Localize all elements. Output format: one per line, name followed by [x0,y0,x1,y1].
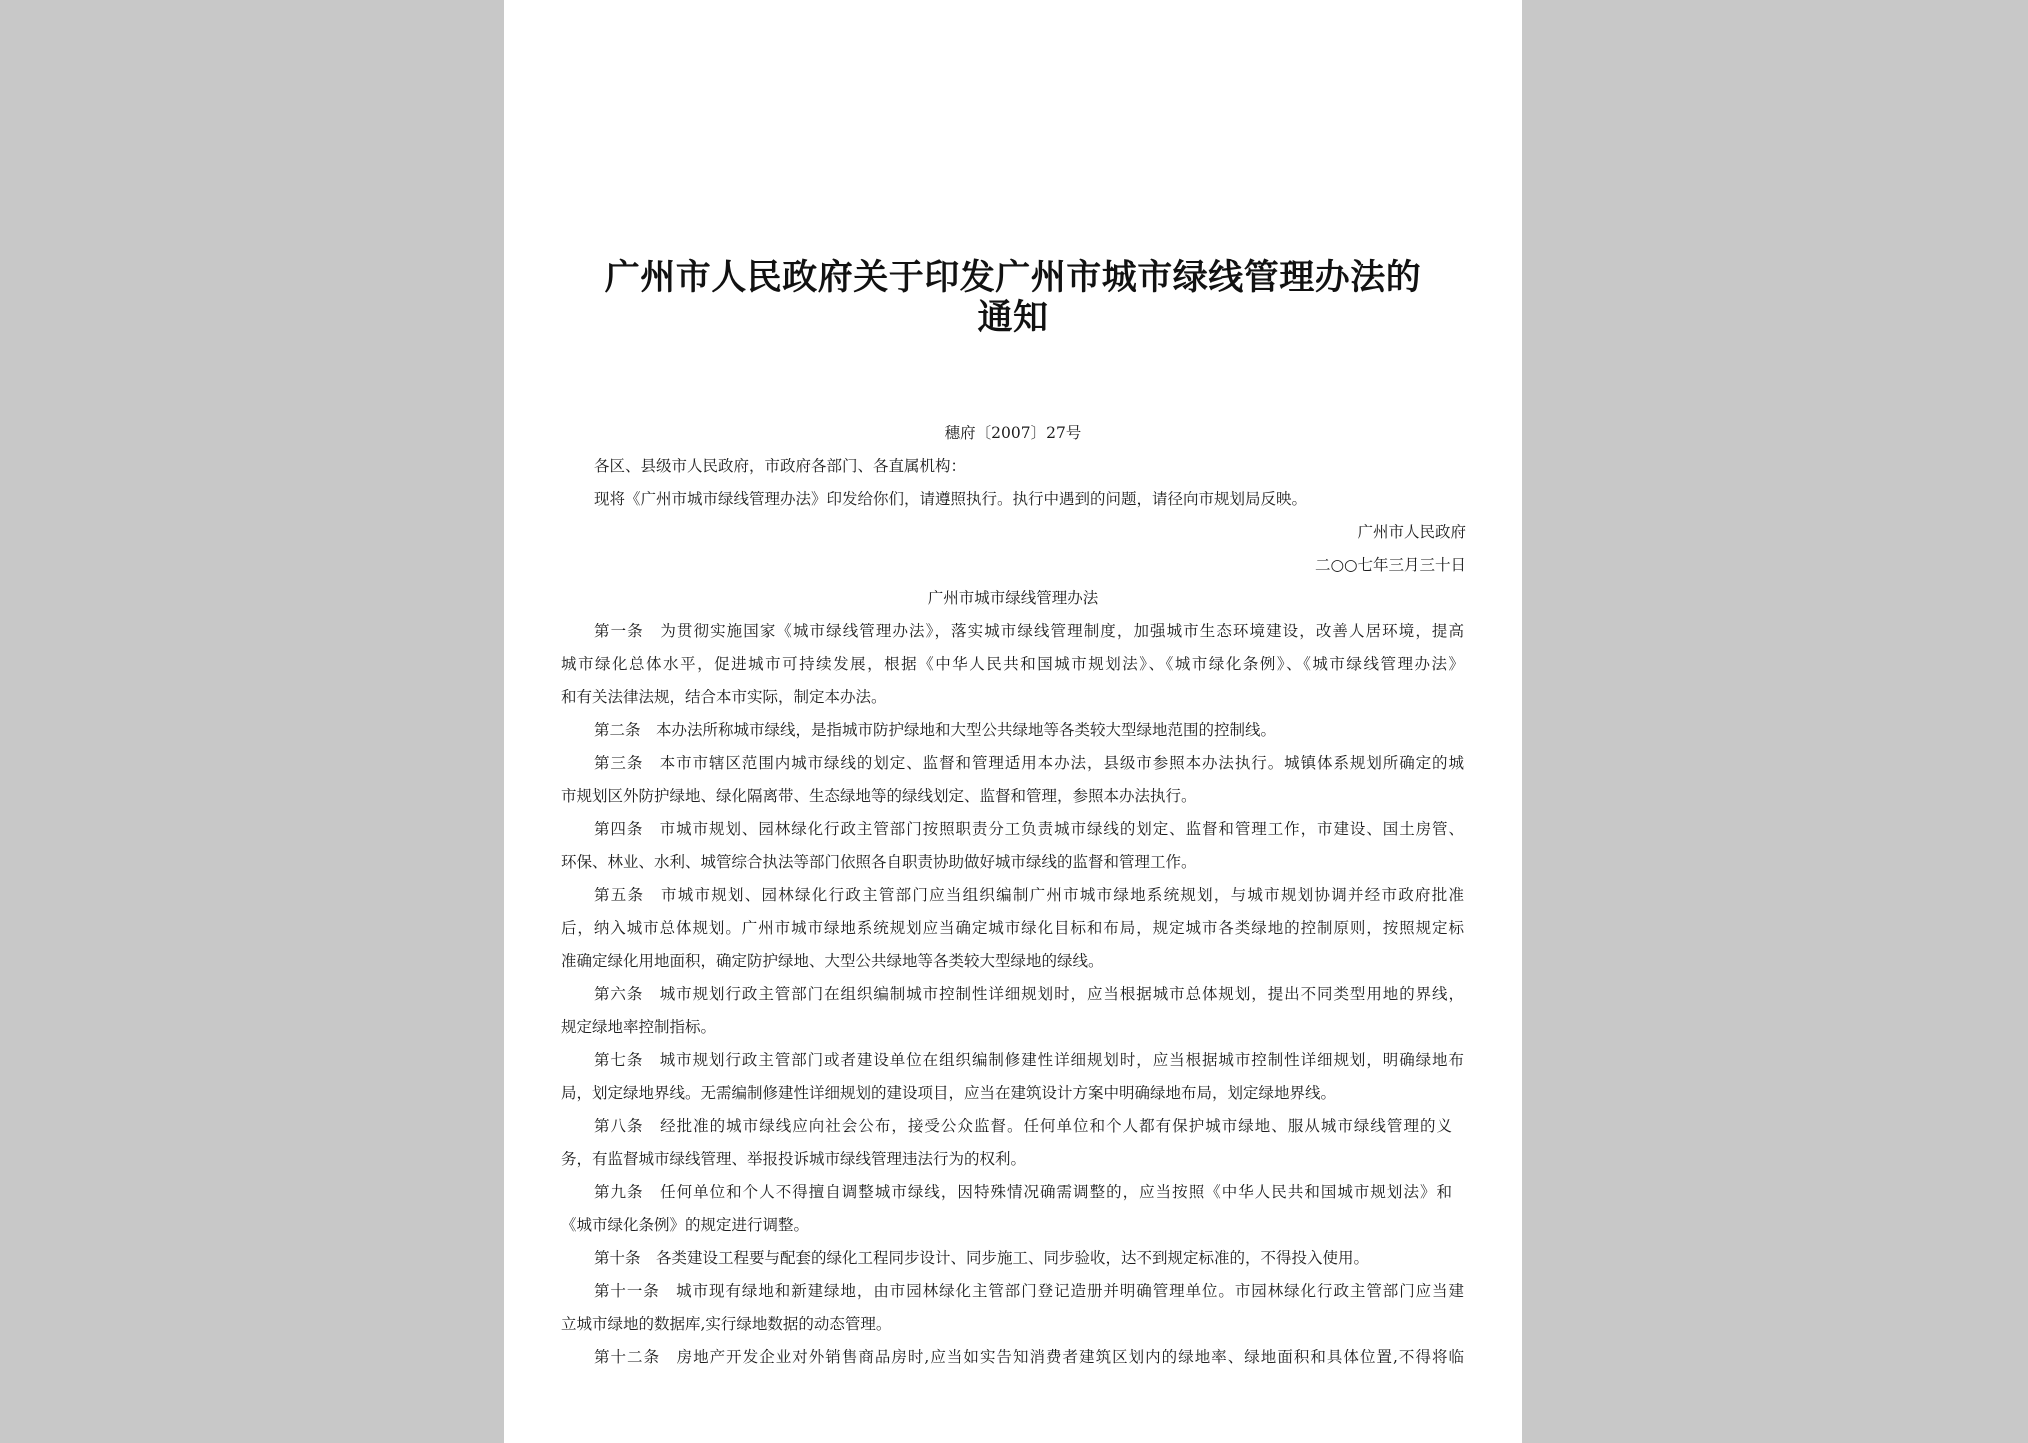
document-title [584,258,1442,338]
text-line: 第十条 各类建设工程要与配套的绿化工程同步设计、同步施工、同步验收，达不到规定标准的，不得投入使用。 [594,1249,1370,1267]
text-line: 第七条 城市规划行政主管部门或者建设单位在组织编制修建性详细规划时，应当根据城市控制性详细规划，明确绿地布 [594,1051,1464,1069]
text-line: 准确定绿化用地面积，确定防护绿地、大型公共绿地等各类较大型绿地的绿线。 [561,952,1104,970]
text-line: 第二条 本办法所称城市绿线，是指城市防护绿地和大型公共绿地等各类较大型绿地范围的控制线。 [594,721,1277,739]
text-line: 第三条 本市市辖区范围内城市绿线的划定、监督和管理适用本办法，县级市参照本办法执行。城镇体系规划所确定的城 [594,754,1464,772]
text-line: 第六条 城市规划行政主管部门在组织编制城市控制性详细规划时，应当根据城市总体规划，提出不同类型用地的界线， [594,985,1464,1003]
intro-paragraph: 现将《广州市城市绿线管理办法》印发给你们，请遵照执行。执行中遇到的问题，请径向市规划局反映。 [594,490,1308,508]
text-line: 规定绿地率控制指标。 [561,1018,717,1036]
text-line: 第四条 市城市规划、园林绿化行政主管部门按照职责分工负责城市绿线的划定、监督和管理工作，市建设、国土房管、 [594,820,1464,838]
text-line: 后，纳入城市总体规划。广州市城市绿地系统规划应当确定城市绿化目标和布局，规定城市各类绿地的控制原则，按照规定标 [561,919,1464,937]
date-line: 二○○七年三月三十日 [1314,556,1466,574]
text-line: 第十一条 城市现有绿地和新建绿地，由市园林绿化主管部门登记造册并明确管理单位。市园林绿化行政主管部门应当建 [594,1282,1464,1300]
text-line: 环保、林业、水利、城管综合执法等部门依照各自职责协助做好城市绿线的监督和管理工作。 [561,853,1197,871]
text-line: 立城市绿地的数据库,实行绿地数据的动态管理。 [561,1315,892,1333]
text-line: 市规划区外防护绿地、绿化隔离带、生态绿地等的绿线划定、监督和管理，参照本办法执行。 [561,787,1197,805]
addressee-line: 各区、县级市人民政府，市政府各部门、各直属机构： [594,457,967,475]
section-title: 广州市城市绿线管理办法 [927,589,1099,607]
text-line: 局，划定绿地界线。无需编制修建性详细规划的建设项目，应当在建筑设计方案中明确绿地布局，划定绿地界线。 [561,1084,1337,1102]
document-page [504,0,1522,1443]
text-line: 第一条 为贯彻实施国家《城市绿线管理办法》，落实城市绿线管理制度，加强城市生态环境建设，改善人居环境，提高 [594,622,1464,640]
signature-line: 广州市人民政府 [1357,523,1466,541]
text-line: 城市绿化总体水平，促进城市可持续发展，根据《中华人民共和国城市规划法》、《城市绿化条例》、《城市绿线管理办法》 [561,655,1464,673]
title-line-2: 通知 [977,298,1049,338]
text-line: 《城市绿化条例》的规定进行调整。 [561,1216,810,1234]
text-line: 务，有监督城市绿线管理、举报投诉城市绿线管理违法行为的权利。 [561,1150,1027,1168]
document-number: 穗府〔2007〕27号 [944,424,1082,442]
text-line: 和有关法律法规，结合本市实际，制定本办法。 [561,688,887,706]
text-line: 第九条 任何单位和个人不得擅自调整城市绿线，因特殊情况确需调整的，应当按照《中华人民共和国城市规划法》和 [594,1183,1452,1201]
title-line-1: 广州市人民政府关于印发广州市城市绿线管理办法的 [604,258,1422,298]
text-line: 第五条 市城市规划、园林绿化行政主管部门应当组织编制广州市城市绿地系统规划，与城市规划协调并经市政府批准 [594,886,1464,904]
text-line: 第八条 经批准的城市绿线应向社会公布，接受公众监督。任何单位和个人都有保护城市绿地、服从城市绿线管理的义 [594,1117,1452,1135]
text-line: 第十二条 房地产开发企业对外销售商品房时,应当如实告知消费者建筑区划内的绿地率、绿地面积和具体位置,不得将临 [594,1348,1464,1366]
